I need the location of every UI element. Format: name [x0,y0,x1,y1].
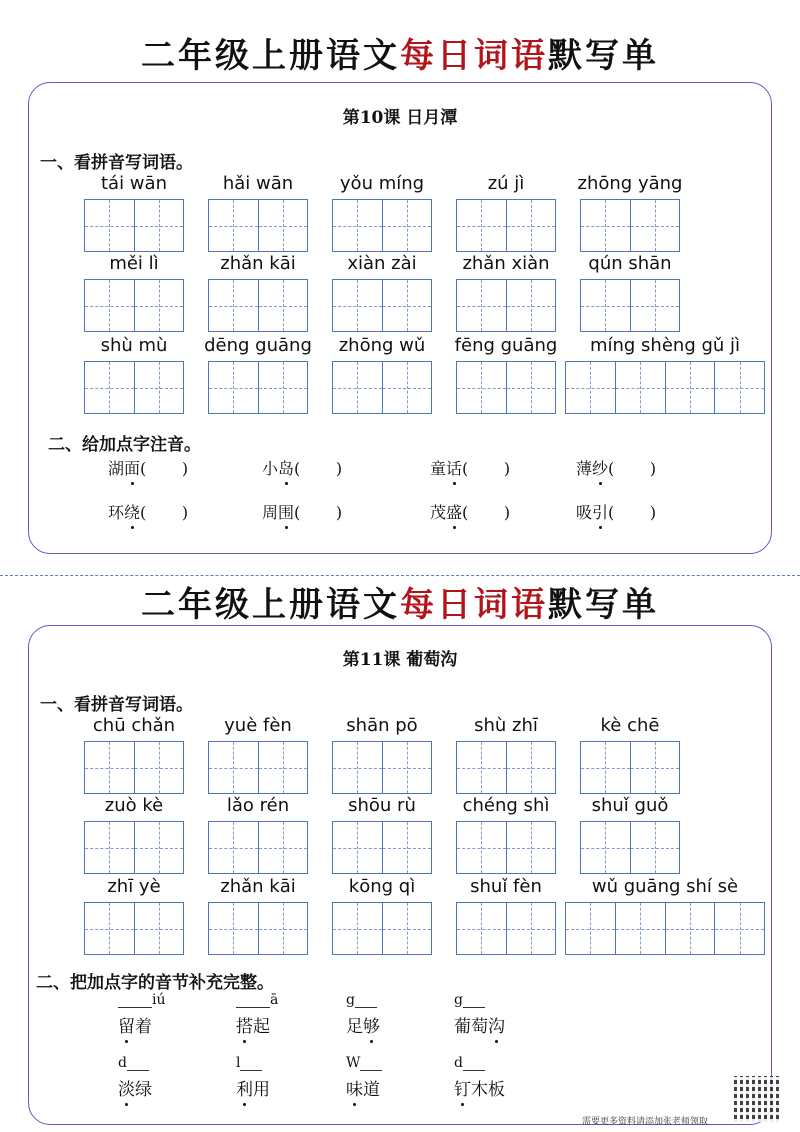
sheet1-section1-heading: 一、看拼音写词语。 [40,153,193,173]
sheet2-pinyin: shù zhī [474,715,538,736]
syllable-item: W 味道 [346,1075,380,1100]
sheet1-pinyin: shù mù [100,335,168,356]
sheet1-writing-cell[interactable] [506,200,556,251]
sheet1-pinyin: míng shèng gǔ jì [589,335,741,356]
sheet2-writing-cell[interactable] [382,903,432,954]
sheet1-writing-cell[interactable] [630,280,680,331]
sheet2-writing-cell[interactable] [134,742,184,793]
sheet1-writing-cell[interactable] [506,280,556,331]
sheet2-writing-cell[interactable] [665,903,715,954]
sheet1-pinyin: zhōng yāng [577,173,683,194]
sheet2-writing-box[interactable] [456,821,556,874]
answer-parentheses[interactable]: ( ) [462,503,511,522]
dotted-char: 岛 [278,456,294,479]
sheet1-writing-cell[interactable] [333,280,382,331]
dotted-char: 面 [124,456,140,479]
sheet2-pinyin: chéng shì [462,795,550,816]
syllable-item: d 淡绿 [118,1055,152,1100]
answer-parentheses[interactable]: ( ) [294,503,343,522]
dotted-char: 沟 [488,1012,505,1037]
sheet1-writing-box[interactable] [456,199,556,252]
sheet1-pinyin: zhōng wǔ [338,335,426,356]
sheet2-writing-box[interactable] [580,741,680,794]
sheet2-writing-cell[interactable] [85,822,134,873]
sheet1-writing-cell[interactable] [134,362,184,413]
annotate-item: 湖面( ) [108,456,188,479]
sheet2-writing-cell[interactable] [209,903,258,954]
sheet2-writing-box[interactable] [456,902,556,955]
sheet2-writing-cell[interactable] [382,742,432,793]
sheet2-title: 二年级上册语文每日词语默写单 [141,585,659,625]
dotted-char: 话 [446,456,462,479]
sheet1-writing-box[interactable] [580,279,680,332]
sheet2-writing-cell[interactable] [333,822,382,873]
sheet2-writing-box[interactable] [565,902,765,955]
sheet2-writing-cell[interactable] [333,903,382,954]
syllable-hint[interactable]: g [346,992,377,1008]
syllable-item: iú 留着 [118,992,166,1037]
sheet1-writing-cell[interactable] [615,362,665,413]
dotted-char: 淡 [118,1075,135,1100]
sheet2-writing-cell[interactable] [581,822,630,873]
syllable-hint[interactable]: W [346,1055,382,1071]
sheet1-writing-box[interactable] [84,279,184,332]
sheet1-writing-cell[interactable] [457,280,506,331]
sheet1-writing-box[interactable] [456,279,556,332]
qr-code-icon [734,1076,780,1122]
sheet2-pinyin: shuǐ guǒ [591,795,669,816]
sheet1-pinyin: yǒu míng [339,173,425,194]
sheet1-pinyin: qún shān [588,253,672,274]
sheet2-writing-box[interactable] [332,741,432,794]
sheet2-writing-cell[interactable] [209,742,258,793]
sheet2-writing-cell[interactable] [134,822,184,873]
sheet1-pinyin: fēng guāng [454,335,558,356]
sheet1-writing-cell[interactable] [581,200,630,251]
sheet2-pinyin: chū chǎn [92,715,176,736]
sheet2-pinyin: shōu rù [348,795,416,816]
syllable-item: d 钉木板 [454,1055,505,1100]
sheet1-writing-cell[interactable] [209,362,258,413]
sheet1-writing-cell[interactable] [506,362,556,413]
sheet1-writing-box[interactable] [332,199,432,252]
sheet2-pinyin: kōng qì [348,876,416,897]
annotate-item: 薄纱( ) [576,456,656,479]
sheet2-writing-cell[interactable] [630,822,680,873]
sheet2-writing-cell[interactable] [333,742,382,793]
sheet1-writing-cell[interactable] [333,362,382,413]
syllable-hint[interactable]: l [236,1055,262,1071]
dotted-char: 搭 [236,1012,253,1037]
sheet2-writing-cell[interactable] [382,822,432,873]
sheet2-writing-cell[interactable] [506,822,556,873]
sheet2-writing-box[interactable] [208,821,308,874]
sheet2-writing-cell[interactable] [134,903,184,954]
sheet1-writing-cell[interactable] [382,280,432,331]
sheet1-writing-cell[interactable] [85,362,134,413]
sheet1-pinyin: hǎi wān [222,173,294,194]
sheet1-writing-cell[interactable] [209,200,258,251]
sheet1-writing-cell[interactable] [581,280,630,331]
sheet1-writing-cell[interactable] [134,280,184,331]
sheet1-writing-box[interactable] [332,361,432,414]
dotted-char: 够 [363,1012,380,1037]
dotted-char: 纱 [592,456,608,479]
answer-parentheses[interactable]: ( ) [294,459,343,478]
sheet1-writing-cell[interactable] [382,200,432,251]
sheet2-pinyin: lǎo rén [226,795,290,816]
sheet1-pinyin: zhǎn xiàn [462,253,550,274]
sheet1-writing-cell[interactable] [457,362,506,413]
sheet2-writing-cell[interactable] [630,742,680,793]
answer-parentheses[interactable]: ( ) [608,459,657,478]
sheet1-writing-box[interactable] [208,361,308,414]
sheet2-section1-heading: 一、看拼音写词语。 [40,695,193,715]
sheet2-writing-cell[interactable] [209,822,258,873]
sheet1-pinyin: xiàn zài [347,253,417,274]
sheet2-writing-cell[interactable] [258,822,308,873]
sheet1-writing-cell[interactable] [382,362,432,413]
dotted-char: 盛 [446,500,462,523]
sheet2-writing-box[interactable] [332,902,432,955]
sheet1-pinyin: dēng guāng [204,335,312,356]
annotate-item: 茂盛( ) [430,500,510,523]
sheet1-pinyin: zhǎn kāi [220,253,296,274]
sheet2-pinyin: wǔ guāng shí sè [591,876,739,897]
dotted-char: 留 [118,1012,135,1037]
sheet2-pinyin: zuò kè [104,795,164,816]
annotate-item: 童话( ) [430,456,510,479]
cut-divider [0,575,800,576]
sheet2-pinyin: yuè fèn [224,715,292,736]
sheet1-writing-box[interactable] [332,279,432,332]
dotted-char: 围 [278,500,294,523]
answer-parentheses[interactable]: ( ) [140,459,189,478]
dotted-char: 引 [592,500,608,523]
footer-note: 需要更多资料请添加张老师领取 [582,1117,709,1127]
sheet1-writing-cell[interactable] [258,200,308,251]
sheet2-writing-box[interactable] [332,821,432,874]
sheet1-writing-box[interactable] [565,361,765,414]
sheet2-writing-box[interactable] [84,741,184,794]
answer-parentheses[interactable]: ( ) [140,503,189,522]
answer-parentheses[interactable]: ( ) [462,459,511,478]
sheet2-pinyin: zhǎn kāi [220,876,296,897]
sheet2-writing-box[interactable] [84,821,184,874]
sheet1-pinyin: měi lì [109,253,159,274]
sheet2-writing-cell[interactable] [258,742,308,793]
sheet2-writing-cell[interactable] [457,742,506,793]
sheet1-writing-cell[interactable] [258,362,308,413]
syllable-hint[interactable]: iú [118,992,166,1008]
annotate-item: 环绕( ) [108,500,188,523]
syllable-item: g 葡萄沟 [454,992,505,1037]
sheet2-writing-box[interactable] [456,741,556,794]
sheet2-writing-cell[interactable] [258,903,308,954]
sheet2-lesson-title: 第11课 葡萄沟 [342,650,458,670]
sheet1-writing-box[interactable] [456,361,556,414]
sheet2-writing-cell[interactable] [615,903,665,954]
sheet1-writing-box[interactable] [84,361,184,414]
sheet2-writing-cell[interactable] [581,742,630,793]
sheet1-title: 二年级上册语文每日词语默写单 [141,36,659,76]
sheet1-writing-cell[interactable] [665,362,715,413]
sheet1-lesson-title: 第10课 日月潭 [342,108,458,128]
sheet1-writing-cell[interactable] [630,200,680,251]
sheet2-writing-cell[interactable] [457,903,506,954]
annotate-item: 小岛( ) [262,456,342,479]
sheet2-pinyin: shān pō [346,715,418,736]
sheet2-writing-box[interactable] [208,902,308,955]
sheet2-writing-cell[interactable] [85,742,134,793]
dotted-char: 钉 [454,1075,471,1100]
syllable-hint[interactable]: d [454,1055,485,1071]
sheet1-section2-heading: 二、给加点字注音。 [48,435,201,455]
sheet2-pinyin: shuǐ fèn [470,876,542,897]
sheet1-writing-cell[interactable] [258,280,308,331]
dotted-char: 利 [236,1075,253,1100]
sheet2-writing-cell[interactable] [457,822,506,873]
sheet1-writing-cell[interactable] [457,200,506,251]
sheet1-writing-cell[interactable] [714,362,764,413]
syllable-hint[interactable]: ā [236,992,278,1008]
syllable-item: g 足够 [346,992,380,1037]
sheet1-writing-box[interactable] [580,199,680,252]
sheet1-pinyin: tái wān [101,173,167,194]
syllable-hint[interactable]: g [454,992,485,1008]
sheet2-writing-cell[interactable] [85,903,134,954]
sheet2-pinyin: zhī yè [107,876,161,897]
sheet1-writing-cell[interactable] [209,280,258,331]
sheet1-writing-cell[interactable] [566,362,615,413]
sheet1-writing-box[interactable] [208,279,308,332]
sheet2-writing-box[interactable] [84,902,184,955]
sheet2-section2-heading: 二、把加点字的音节补充完整。 [36,973,274,993]
sheet1-pinyin: zú jì [487,173,525,194]
sheet2-pinyin: kè chē [600,715,660,736]
sheet2-writing-cell[interactable] [506,742,556,793]
annotate-item: 周围( ) [262,500,342,523]
annotate-item: 吸引( ) [576,500,656,523]
sheet1-writing-cell[interactable] [85,280,134,331]
syllable-item: l 利用 [236,1055,270,1100]
sheet1-writing-box[interactable] [208,199,308,252]
sheet2-writing-box[interactable] [208,741,308,794]
syllable-hint[interactable]: d [118,1055,149,1071]
sheet2-writing-cell[interactable] [506,903,556,954]
syllable-item: ā 搭起 [236,992,279,1037]
dotted-char: 味 [346,1075,363,1100]
sheet1-writing-cell[interactable] [85,200,134,251]
sheet2-writing-cell[interactable] [566,903,615,954]
sheet1-writing-cell[interactable] [134,200,184,251]
sheet1-writing-box[interactable] [84,199,184,252]
answer-parentheses[interactable]: ( ) [608,503,657,522]
sheet1-writing-cell[interactable] [333,200,382,251]
sheet2-writing-cell[interactable] [714,903,764,954]
sheet2-writing-box[interactable] [580,821,680,874]
dotted-char: 绕 [124,500,140,523]
